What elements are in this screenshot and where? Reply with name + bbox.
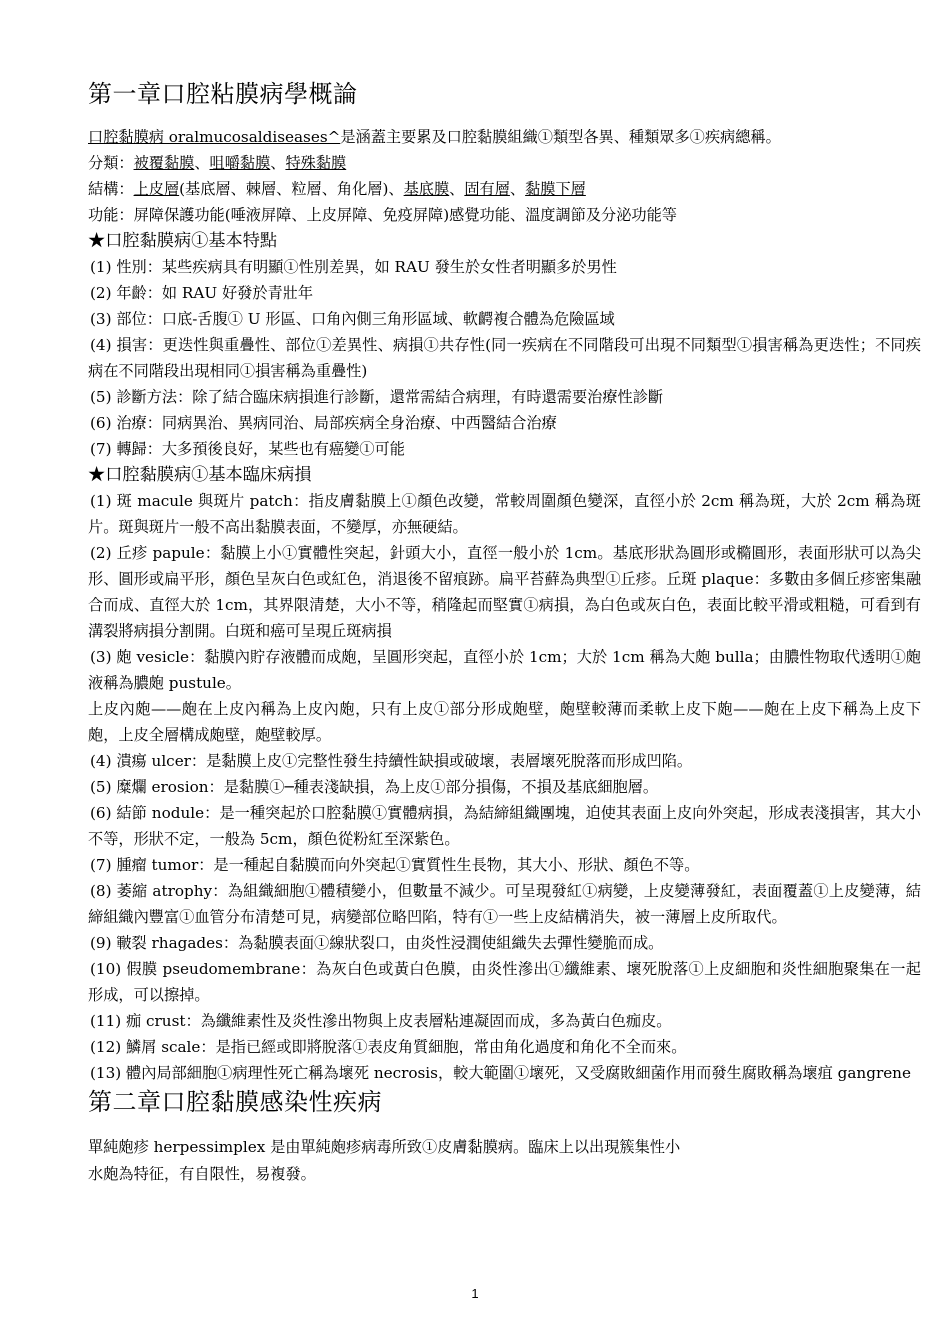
page-number: 1 [471,1286,479,1301]
separator: 、 [449,180,465,198]
structure-lamina-propria: 固有層 [464,180,510,198]
feature-item: (7) 轉歸：大多預後良好，某些也有癌變①可能 [90,440,405,458]
separator: 、 [270,154,286,172]
structure-epithelium-detail: (基底層、棘層、粒層、角化層) [179,180,389,198]
section-basic-features: ★口腔黏膜病①基本特點 [88,231,278,251]
lesion-item: (6) 結節 nodule：是一種突起於口腔黏膜①實體病損，為結締組織團塊，迫使其表面上皮向外突起，形成表淺損害，其大小不等，形狀不定，一般為 5cm，顏色從粉紅至深紫色。 [88,804,921,848]
page-content [88,78,921,1188]
lesion-item: (13) 體內局部細胞①病理性死亡稱為壞死 necrosis，較大範圍①壞死，又受腐敗細菌作用而發生腐敗稱為壞疽 gangrene [90,1064,911,1082]
lesion-item: (11) 痂 crust：為纖維素性及炎性滲出物與上皮表層粘連凝固而成，多為黃白色痂皮。 [90,1012,672,1030]
definition-term: 口腔黏膜病 oralmucosaldiseases^ [88,128,341,146]
intro-line: 單純皰疹 herpessimplex 是由單純皰疹病毒所致①皮膚黏膜病。臨床上以出現簇集性小 [88,1138,681,1156]
lesion-item: (1) 斑 macule 與斑片 patch：指皮膚黏膜上①顏色改變，常較周圍顏色變深，直徑小於 2cm 稱為斑，大於 2cm 稱為斑片。斑與斑片一般不高出黏膜表面，不變厚，亦無硬結。 [88,492,921,536]
feature-item: (1) 性別：某些疾病具有明顯①性別差異，如 RAU 發生於女性者明顯多於男性 [90,258,617,276]
classification-label: 分類： [88,154,134,172]
lesion-item: (12) 鱗屑 scale：是指已經或即將脫落①表皮角質細胞，常由角化過度和角化不全而來。 [90,1038,687,1056]
separator: 、 [194,154,210,172]
lesion-item: (8) 萎縮 atrophy：為組織細胞①體積變小，但數量不減少。可呈現發紅①病變，上皮變薄發紅，表面覆蓋①上皮變薄，結締組織內豐富①血管分布清楚可見，病變部位略凹陷，特有①一些上皮結構消失，被一薄層上皮所取代。 [88,882,921,926]
intro-line: 水皰為特征，有自限性，易複發。 [88,1165,316,1183]
feature-item: (2) 年齡：如 RAU 好發於青壯年 [90,284,314,302]
chapter-1-title: 第一章口腔粘膜病學概論 [88,80,358,108]
feature-item: (6) 治療：同病異治、異病同治、局部疾病全身治療、中西醫結合治療 [90,414,557,432]
definition-text: 是涵蓋主要累及口腔黏膜組織①類型各異、種類眾多①疾病總稱。 [340,128,781,146]
definition-paragraph [88,124,921,150]
structure-submucosa: 黏膜下層 [525,180,586,198]
chapter-2-title: 第二章口腔黏膜感染性疾病 [88,1088,382,1116]
lesion-item: (7) 腫瘤 tumor：是一種起自黏膜而向外突起①實質性生長物，其大小、形狀、顏色不等。 [90,856,700,874]
class-item: 特殊黏膜 [285,154,347,172]
feature-item: (3) 部位：口底-舌腹① U 形區、口角內側三角形區域、軟齶複合體為危險區域 [90,310,615,328]
lesion-item: (4) 潰瘍 ulcer：是黏膜上皮①完整性發生持續性缺損或破壞，表層壞死脫落而形成凹陷。 [90,752,693,770]
structure-label: 結構： [88,180,134,198]
lesion-item: (5) 糜爛 erosion：是黏膜①─種表淺缺損，為上皮①部分損傷，不損及基底細胞層。 [90,778,659,796]
structure-line [88,176,921,202]
section-clinical-lesions: ★口腔黏膜病①基本臨床病損 [88,465,312,485]
separator: 、 [509,180,526,198]
chapter-2-intro [88,1134,921,1188]
feature-item: (5) 診斷方法：除了結合臨床病損進行診斷，還常需結合病理，有時還需要治療性診斷 [90,388,664,406]
classification-line [88,150,921,176]
lesion-item: 上皮內皰——皰在上皮內稱為上皮內皰，只有上皮①部分形成皰壁，皰壁較薄而柔軟上皮下皰——皰在上皮下稱為上皮下皰，上皮全層構成皰壁，皰壁較厚。 [88,700,921,744]
feature-item: (4) 損害：更迭性與重疊性、部位①差異性、病損①共存性(同一疾病在不同階段可出現不同類型①損害稱為更迭性；不同疾病在不同階段出現相同①損害稱為重疊性) [88,336,921,380]
class-item: 咀嚼黏膜 [209,154,271,172]
structure-epithelium: 上皮層 [133,180,180,198]
lesion-item: (3) 皰 vesicle：黏膜內貯存液體而成皰，呈圓形突起，直徑小於 1cm；大於 1cm 稱為大皰 bulla；由膿性物取代透明①皰液稱為膿皰 pustule。 [88,648,921,692]
structure-basement-membrane: 基底膜 [403,180,450,198]
class-item: 被覆黏膜 [133,154,195,172]
lesion-item: (9) 皸裂 rhagades：為黏膜表面①線狀裂口，由炎性浸潤使組織失去彈性變脆而成。 [90,934,664,952]
function-line: 功能：屏障保護功能(唾液屏障、上皮屏障、免疫屏障)感覺功能、溫度調節及分泌功能等 [88,206,677,224]
lesion-item: (2) 丘疹 papule：黏膜上小①實體性突起，針頭大小，直徑一般小於 1cm。基底形狀為圓形或橢圓形，表面形狀可以為尖形、圓形或扁平形，顏色呈灰白色或紅色，消退後不留痕跡。扁平苔蘚為典型①丘疹。丘斑 plaque：多數由多個丘疹密集融合而成、直徑大於 1cm，其界限清楚，大小不等，稍隆起而堅實①病損，為白色或灰白色，表面比較平滑或粗糙，可看到有溝裂將病損分割開。白斑和癌可呈現丘斑病損 [88,544,921,640]
separator: 、 [388,180,404,198]
lesion-item: (10) 假膜 pseudomembrane：為灰白色或黃白色膜，由炎性滲出①纖維素、壞死脫落①上皮細胞和炎性細胞聚集在一起形成，可以擦掉。 [88,960,921,1004]
